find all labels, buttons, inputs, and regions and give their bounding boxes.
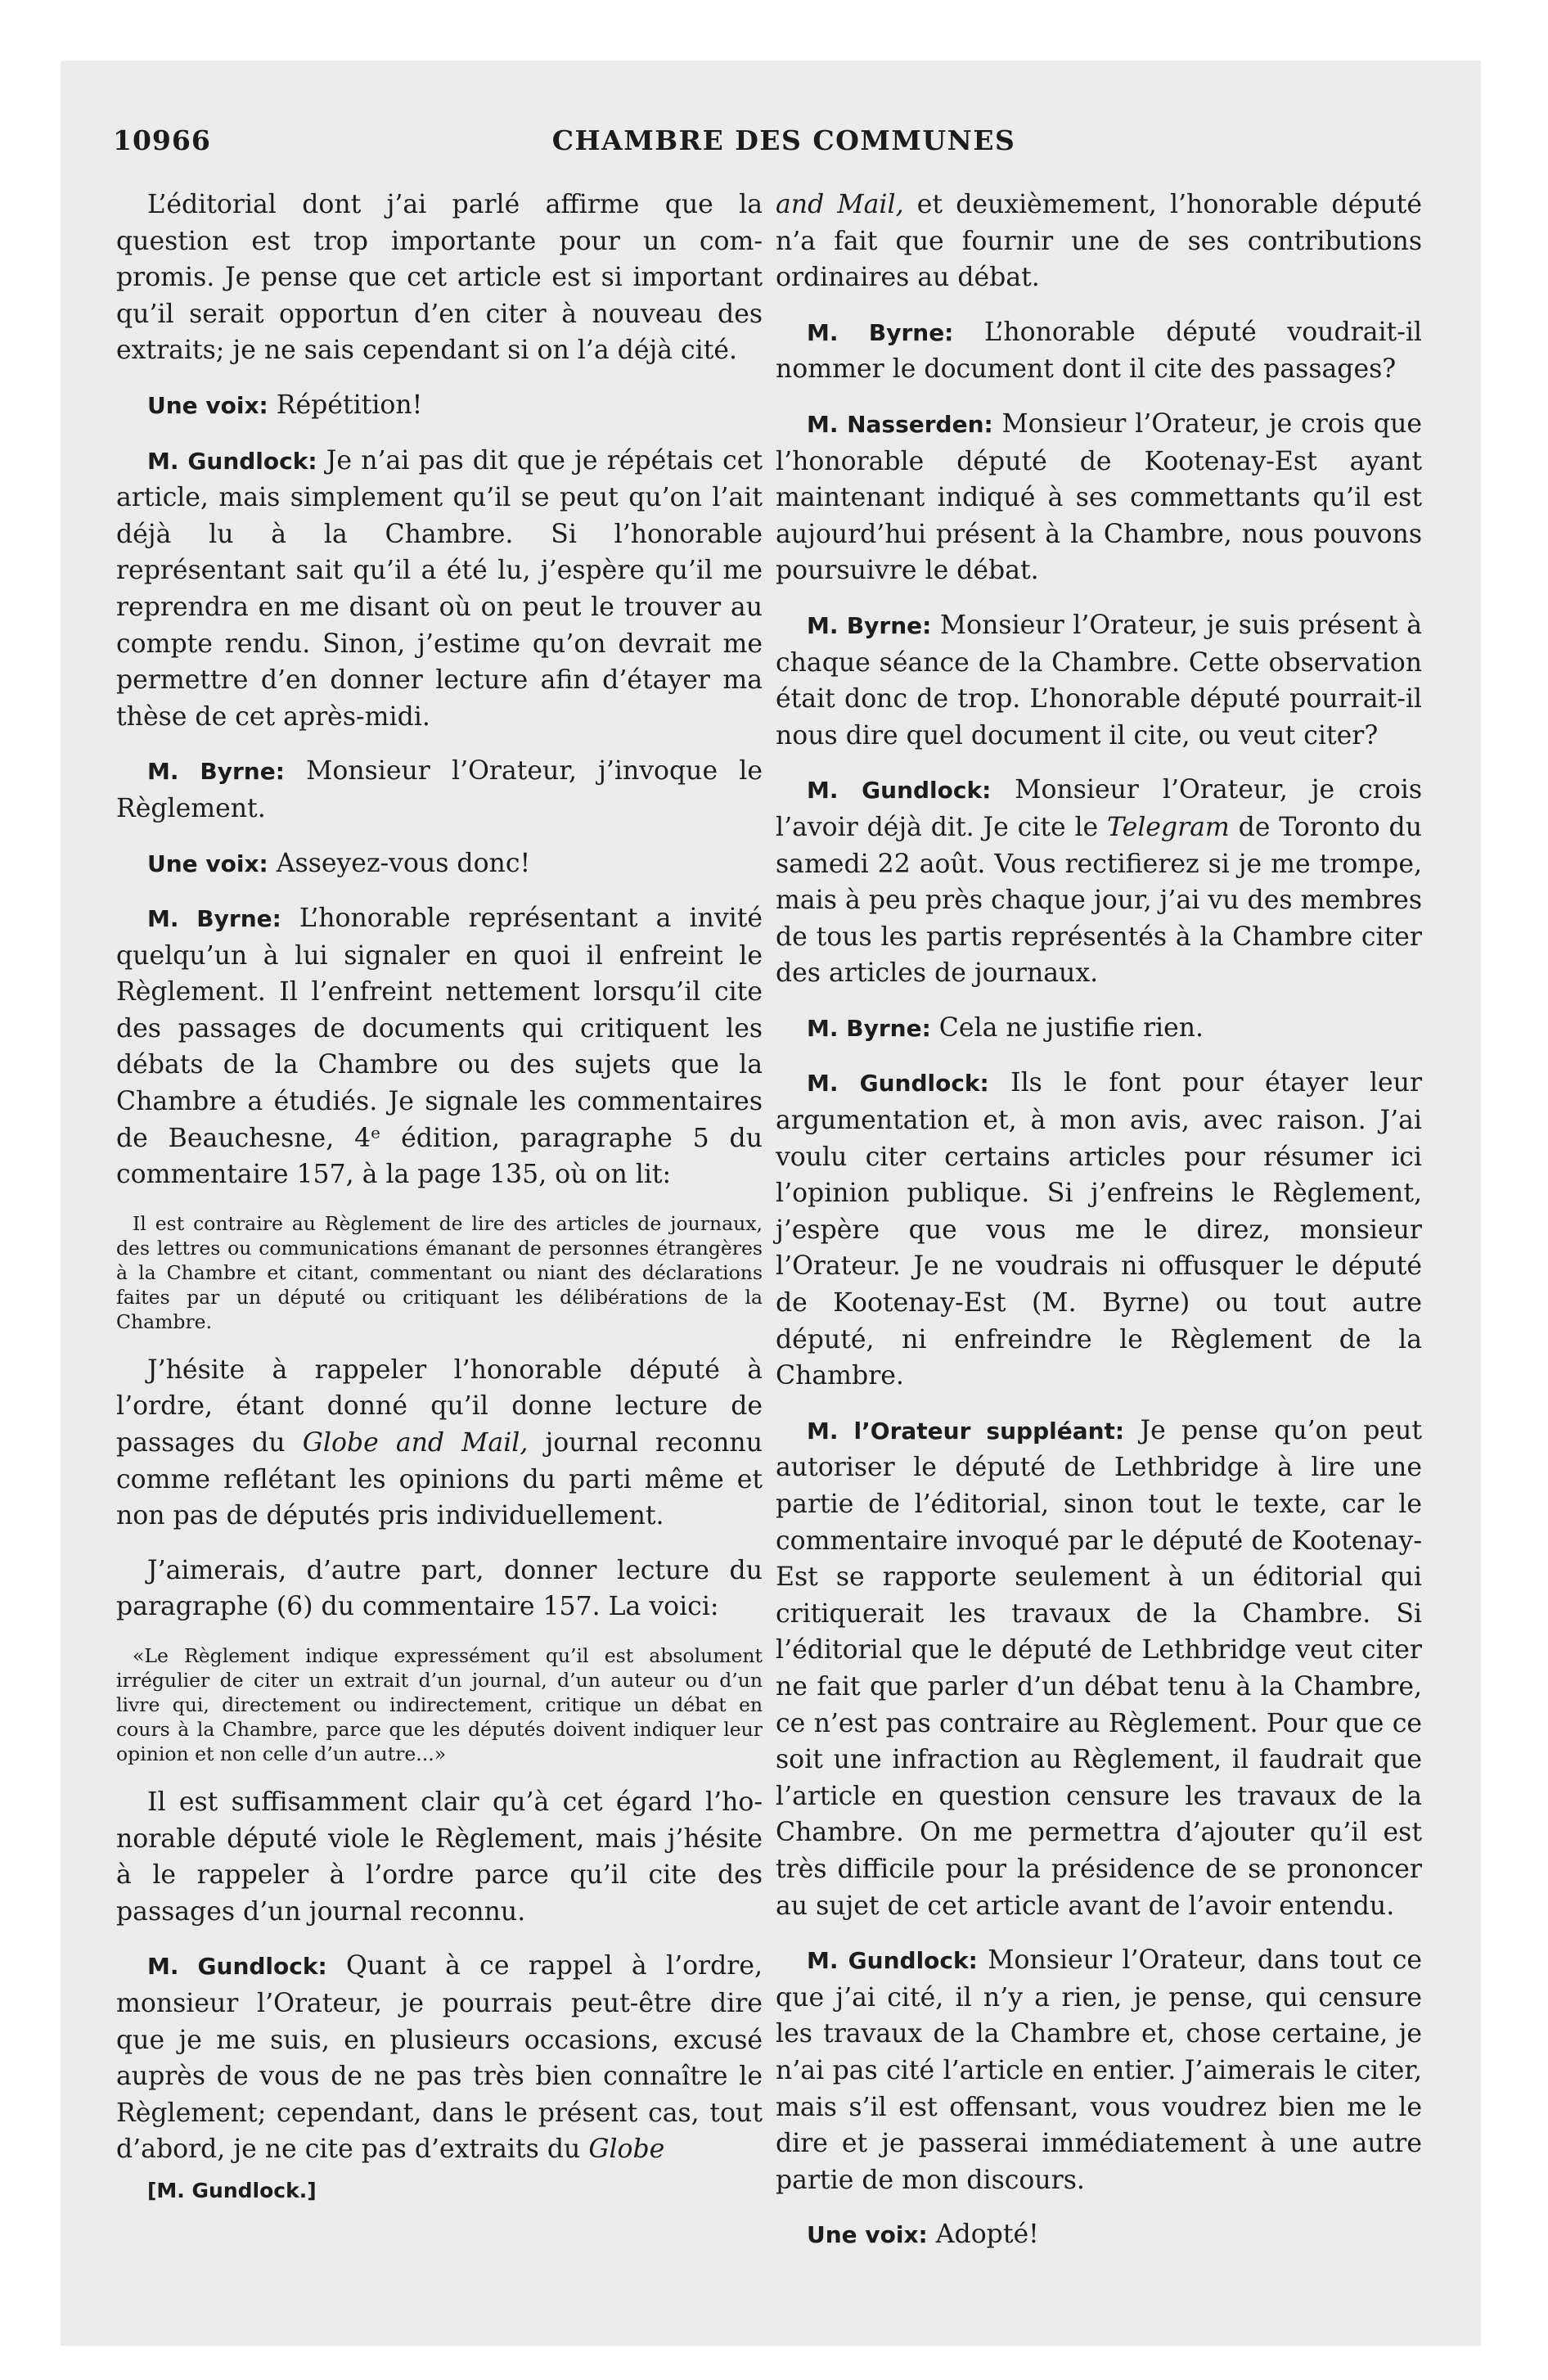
speaker-name: Une voix: [147, 850, 268, 877]
speaker-name: M. Byrne: [807, 611, 932, 639]
speech [776, 2216, 1422, 2254]
speech [116, 387, 763, 425]
speech-text: Répétition! [276, 390, 423, 420]
speaker-name: Une voix: [807, 2221, 928, 2249]
speech [776, 1065, 1422, 1394]
speaker-name: M. Gundlock: [807, 1947, 978, 1975]
newspaper-title: Telegram [1107, 812, 1230, 842]
speaker-name: M. Gundlock: [807, 777, 992, 805]
speaker-name: M. Nasserden: [807, 410, 993, 438]
paragraph [116, 1352, 763, 1535]
speech-text: de Toronto du samedi 22 août. Vous rectifierez si je me trompe, mais à peu près chaque jour, j’ai vu des membres de tous les partis représentés à la Chambre citer des articles de journaux. [776, 812, 1422, 989]
speech [776, 607, 1422, 754]
speech-text: Monsieur l’Orateur, je crois que l’honorable député de Kootenay-Est ayant maintenant indiqué à ses commettants qu’il est aujourd’hui présent à la Chambre, nous pouvons poursuivre le débat. [776, 408, 1422, 586]
right-column [776, 187, 1422, 2272]
page-number: 10966 [113, 124, 211, 156]
speech [116, 900, 763, 1193]
speech [116, 753, 763, 827]
speaker-name: M. Byrne: [147, 905, 281, 933]
speaker-signature: [M. Gundlock.] [147, 2178, 317, 2202]
running-head: CHAMBRE DES COMMUNES [551, 124, 1016, 156]
speech [776, 772, 1422, 992]
speaker-name: M. Byrne: [147, 758, 285, 786]
speech [116, 443, 763, 736]
speech-text: Je pense qu’on peut autoriser le député de Lethbridge à lire une partie de l’éditorial, sinon tout le texte, car le commentaire invoqué par le député de Kootenay-Est se rapporte seulement à un éditorial qui critiquerait les travaux de la Chambre. Si l’éditorial que le député de Lethbridge veut citer ne fait que parler d’un débat tenu à la Chambre, ce n’est pas contraire au Règlement. Pour que ce soit une infraction au Règlement, il faudrait que l’article en question censure les travaux de la Chambre. On me permettra d’ajouter qu’il est très difficile pour la présidence de se prononcer au sujet de cet article avant de l’avoir entendu. [776, 1415, 1422, 1921]
speech-text: Cela ne justifie rien. [938, 1012, 1204, 1043]
speech [776, 1942, 1422, 2198]
speaker-name: M. Byrne: [807, 318, 954, 346]
speech [776, 1010, 1422, 1048]
speech-text: L’honorable représentant a invité quelqu’un à lui signaler en quoi il enfreint le Règlement. Il l’enfreint nettement lorsqu’il cite des passages de documents qui critiquent les débats de la Chambre ou des sujets que la Chambre a étudiés. Je signale les commentaires de Beauchesne, 4ᵉ édition, paragraphe 5 du commentaire 157, à la page 135, où on lit: [116, 904, 763, 1190]
speech [776, 406, 1422, 589]
speech-text: Monsieur l’Orateur, dans tout ce que j’ai cité, il n’y a rien, je pense, qui censure les travaux de la Chambre et, chose certaine, je n’ai pas cité l’article en entier. J’aimerais le citer, mais s’il est offensant, vous voudrez bien me le dire et je passerai immédiatement à une autre partie de mon discours. [776, 1945, 1423, 2195]
speech-text: L’honorable député voudrait-il nommer le document dont il cite des passages? [776, 317, 1422, 385]
page-header [113, 124, 1455, 164]
text-run: J’hésite à rappeler l’honorable député à l’ordre, étant donné qu’il donne lecture de passages du [116, 1355, 763, 1458]
left-column [116, 187, 763, 2228]
speech-text: Monsieur l’Orateur, je crois l’avoir déjà dit. Je cite le [776, 775, 1423, 842]
speech [116, 1948, 763, 2168]
speech-text: Asseyez-vous donc! [276, 848, 531, 878]
speech-text: Adopté! [935, 2220, 1039, 2250]
paragraph [776, 187, 1422, 296]
newspaper-title: and Mail, [776, 190, 904, 219]
speaker-name: M. Gundlock: [147, 1953, 327, 1981]
speech-text: Monsieur l’Orateur, j’invoque le Règlement. [116, 756, 763, 823]
speaker-name: M. l’Orateur suppléant: [807, 1417, 1125, 1445]
paragraph: L’éditorial dont j’ai parlé affirme que la question est trop importante pour un compromis. Je pense que cet article est si important qu’il serait opportun d’en citer à nouveau des extraits; je ne sais cependant si on l’a déjà cité. [116, 190, 763, 366]
speaker-name: Une voix: [147, 391, 268, 419]
speaker-name: M. Gundlock: [147, 447, 317, 475]
speech-text: Je n’ai pas dit que je répétais cet article, mais simplement qu’il se peut qu’on l’ait déjà lu à la Chambre. Si l’honorable représentant sait qu’il a été lu, j’espère qu’il me reprendra en me disant où on peut le trouver au compte rendu. Sinon, j’estime qu’on devrait me permettre d’en donner lecture afin d’étayer ma thèse de cet après-midi. [116, 445, 763, 732]
speaker-name: M. Gundlock: [807, 1070, 989, 1098]
speech-text: Monsieur l’Orateur, je suis présent à chaque séance de la Chambre. Cette observation était donc de trop. L’honorable député pourrait-il nous dire quel document il cite, ou veut citer? [776, 610, 1422, 751]
paragraph: Il est suffisamment clair qu’à cet égard l’honorable député viole le Règlement, mais j’hésite à le rappeler à l’ordre parce qu’il cite des passages d’un journal reconnu. [116, 1787, 763, 1927]
text-run: journal reconnu comme reflétant les opinions du parti même et non pas de députés pris individuellement. [116, 1428, 763, 1531]
speech [776, 1413, 1422, 1924]
block-quote: «Le Règlement indique expressément qu’il est absolument irrégulier de citer un extrait d’un journal, d’un auteur ou d’un livre qui, directement ou indirectement, critique un débat en cours à la Chambre, parce que les députés doivent indiquer leur opinion et non celle d’un autre...» [116, 1644, 763, 1765]
newspaper-title: Globe and Mail, [302, 1428, 529, 1458]
speech-text: Ils le font pour étayer leur argumentation et, à mon avis, avec raison. J’ai voulu citer certains articles pour résumer ici l’opinion publique. Si j’enfreins le Règlement, j’espère que vous me le direz, monsieur l’Orateur. Je ne voudrais ni offusquer le député de Kootenay-Est (M. Byrne) ou tout autre député, ni enfreindre le Règlement de la Chambre. [776, 1068, 1423, 1391]
speech [776, 314, 1422, 388]
speech-text: Quant à ce rappel à l’ordre, monsieur l’Orateur, je pourrais peut-être dire que je me suis, en plusieurs occasions, excusé auprès de vous de ne pas très bien connaître le Règlement; cependant, dans le présent cas, tout d’abord, je ne cite pas d’extraits du [116, 1951, 763, 2165]
newspaper-title: Globe [588, 2134, 665, 2165]
paragraph: J’aimerais, d’autre part, donner lecture du paragraphe (6) du commentaire 157. La voici: [116, 1555, 763, 1622]
block-quote: Il est contraire au Règlement de lire des articles de journaux, des lettres ou communications émanant de personnes étrangères à la Chambre et citant, commentant ou niant des déclarations faites par un député ou critiquant les délibérations de la Chambre. [116, 1211, 763, 1333]
speaker-name: M. Byrne: [807, 1014, 931, 1042]
speech [116, 845, 763, 883]
text-run: et deuxièmement, l’honorable député n’a fait que fournir une de ses contributions ordinaires au débat. [776, 190, 1422, 293]
